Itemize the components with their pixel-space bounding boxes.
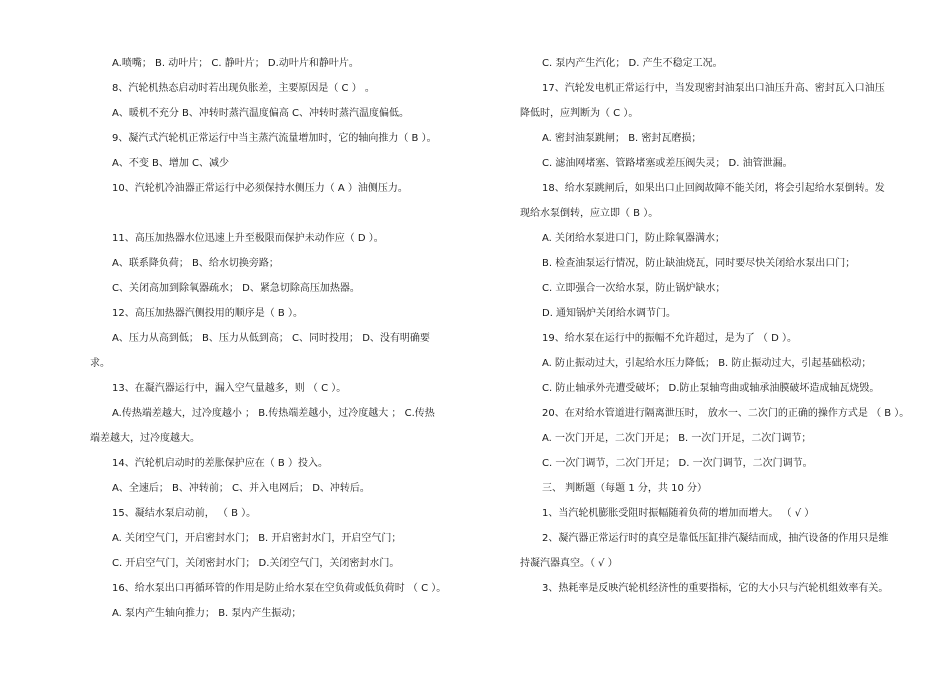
question-10: 10、汽轮机冷油器正常运行中必须保持水侧压力（ A ）油侧压力。 [112,183,408,194]
text-line: A、联系降负荷； B、给水切换旁路； [112,258,279,269]
question-12: 12、高压加热器汽侧投用的顺序是（ B ）。 [112,308,303,319]
judgment-3: 3、热耗率是反映汽轮机经济性的重要指标，它的大小只与汽轮机组效率有关。 [542,583,889,594]
text-line: A.传热端差越大，过冷度越小 ； B.传热端差越小，过冷度越大 ； C.传热 [112,408,435,419]
text-line: A.喷嘴； B. 动叶片； C. 静叶片； D.动叶片和静叶片。 [112,58,359,69]
text-line: 现给水泵倒转，应立即（ B ）。 [520,208,659,219]
text-line: C. 泵内产生汽化； D. 产生不稳定工况。 [542,58,723,69]
text-line: 降低时，应判断为（ C ）。 [520,108,639,119]
text-line: 求。 [90,358,110,369]
judgment-2: 2、凝汽器正常运行时的真空是靠低压缸排汽凝结而成，抽汽设备的作用只是维 [542,533,889,544]
question-19: 19、给水泵在运行中的振幅不允许超过，是为了 （ D ）。 [542,333,797,344]
text-line: B. 检查油泵运行情况，防止缺油烧瓦，同时要尽快关闭给水泵出口门； [542,258,856,269]
text-line: C. 立即强合一次给水泵，防止锅炉缺水； [542,283,726,294]
question-8: 8、汽轮机热态启动时若出现负胀差，主要原因是（ C ） 。 [112,83,375,94]
text-line: A. 一次门开足，二次门开足； B. 一次门开足，二次门调节； [542,433,812,444]
text-line: 持凝汽器真空。（ √ ） [520,558,618,569]
text-line: A、压力从高到低； B、压力从低到高； C、同时投用； D、没有明确要 [112,333,430,344]
question-15: 15、凝结水泵启动前， （ B ）。 [112,508,257,519]
text-line: 端差越大，过冷度越大。 [90,433,200,444]
text-line: D. 通知锅炉关闭给水调节门。 [542,308,677,319]
question-11: 11、高压加热器水位迅速上升至极限而保护未动作应（ D ）。 [112,233,384,244]
question-17: 17、汽轮发电机正常运行中，当发现密封油泵出口油压升高、密封瓦入口油压 [542,83,885,94]
text-line: C. 开启空气门，关闭密封水门； D.关闭空气门，关闭密封水门。 [112,558,400,569]
question-9: 9、凝汽式汽轮机正常运行中当主蒸汽流量增加时，它的轴向推力（ B ）。 [112,133,437,144]
question-20: 20、在对给水管道进行隔离泄压时， 放水一、二次门的正确的操作方式是 （ B ）。 [542,408,910,419]
section-heading: 三、 判断题（每题 1 分，共 10 分） [542,483,707,494]
question-13: 13、在凝汽器运行中，漏入空气量越多，则 （ C ）。 [112,383,347,394]
text-line: C. 滤油网堵塞、管路堵塞或差压阀失灵； D. 油管泄漏。 [542,158,793,169]
question-18: 18、给水泵跳闸后，如果出口止回阀故障不能关闭，将会引起给水泵倒转。发 [542,183,885,194]
text-line: A. 泵内产生轴向推力； B. 泵内产生振动； [112,608,302,619]
text-line: C、关闭高加到除氧器疏水； D、紧急切除高压加热器。 [112,283,360,294]
text-line: A. 密封油泵跳闸； B. 密封瓦磨损； [542,133,702,144]
text-line: A、全速后； B、冲转前； C、并入电网后； D、冲转后。 [112,483,370,494]
question-14: 14、汽轮机启动时的差胀保护应在（ B ）投入。 [112,458,328,469]
text-line: A. 关闭空气门，开启密封水门； B. 开启密封水门，开启空气门； [112,533,402,544]
judgment-1: 1、当汽轮机膨胀受阻时振幅随着负荷的增加而增大。 （ √ ） [542,508,815,519]
question-16: 16、给水泵出口再循环管的作用是防止给水泵在空负荷或低负荷时 （ C ）。 [112,583,447,594]
text-line: A、不变 B、增加 C、减少 [112,158,230,169]
text-line: C. 防止轴承外壳遭受破坏； D.防止泵轴弯曲或轴承油膜破坏造成轴瓦烧毁。 [542,383,880,394]
text-line: A、暖机不充分 B、冲转时蒸汽温度偏高 C、冲转时蒸汽温度偏低。 [112,108,410,119]
text-line: C. 一次门调节，二次门开足； D. 一次门调节，二次门调节。 [542,458,813,469]
text-line: A. 防止振动过大，引起给水压力降低； B. 防止振动过大，引起基础松动； [542,358,872,369]
text-line: A. 关闭给水泵进口门，防止除氧器满水； [542,233,726,244]
